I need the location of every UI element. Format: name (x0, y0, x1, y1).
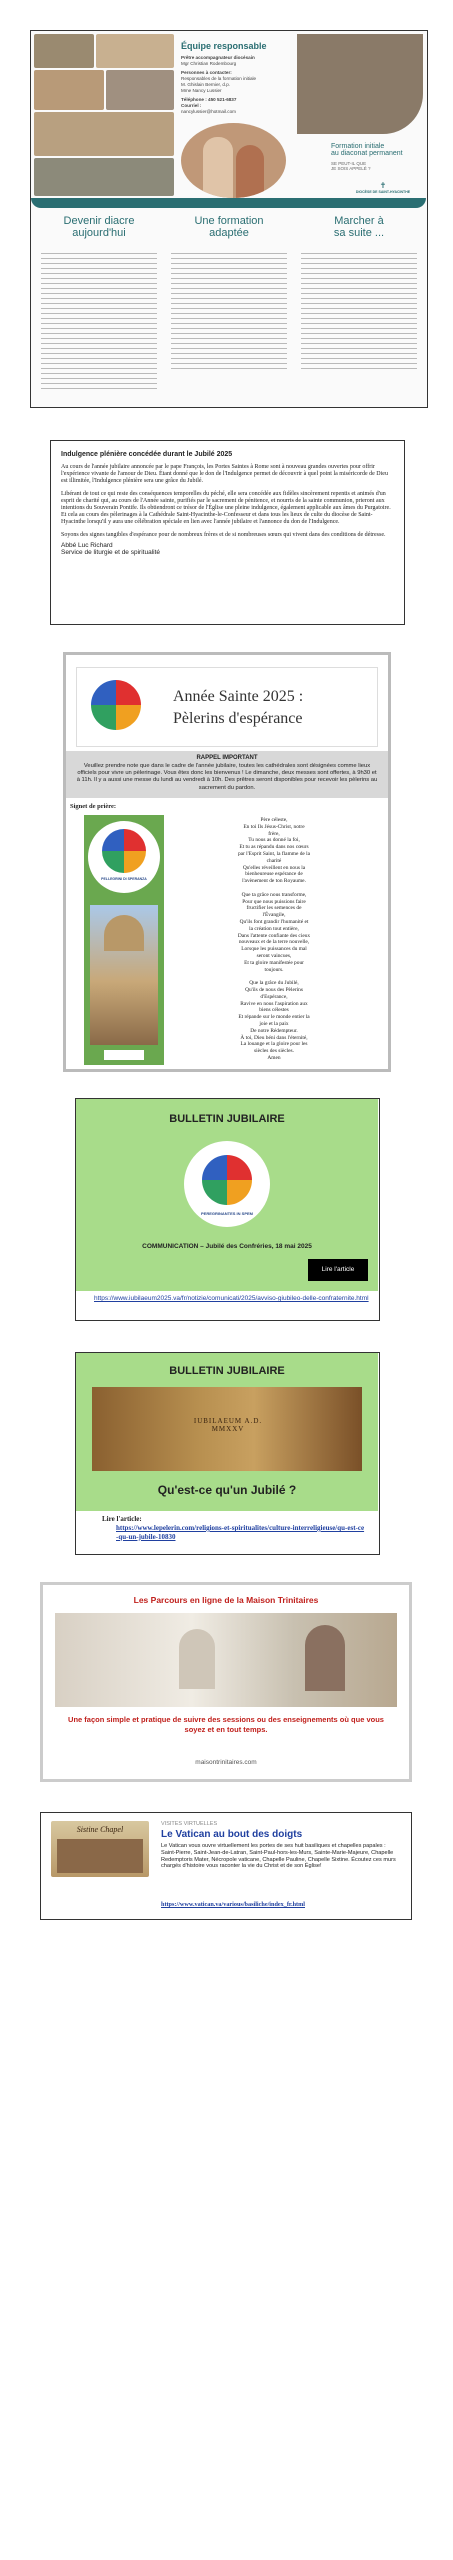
phone: Téléphone : 450 521-6837 (181, 97, 237, 102)
indulgence-title: Indulgence plénière concédée durant le Jubilé 2025 (61, 451, 233, 458)
headphones-figure (305, 1625, 345, 1691)
holy-door-inscription: IUBILAEUM A.D. MMXXV (193, 1417, 263, 1433)
column-marcher (299, 215, 419, 239)
team-section (181, 41, 291, 115)
prayer-line: l'avènement de ton Royaume. (242, 878, 306, 885)
indulgence-p1: Au cours de l'année jubilaire annoncée par le pape François, les Portes Saintes à Rome sont à nouveau grandes ouvertes pour offrir l'expérience vivante de l'amour de Dieu. Étant donné que le don de l'Indulgence permet de découvrir à quel point la miséricorde de Dieu est illimitée, l'Indulgence plénière sera une grâce du Jubilé. (61, 464, 388, 485)
prayer-line: Amen (267, 1054, 281, 1061)
formation-title: Formation initiale (331, 143, 385, 150)
bulletin2-panel (76, 1353, 378, 1511)
prayer-line: Qu'ils de nous des Pèlerins (245, 986, 303, 993)
bookmark-diocese-logo (104, 1050, 144, 1060)
prayer-line: biens célestes (259, 1007, 289, 1014)
virtual-label: VISITES VIRTUELLES (161, 1821, 218, 1827)
contact-2: Mme Nancy Lussier (181, 88, 222, 93)
dome-shape (104, 915, 144, 951)
diaconat-brochure (30, 30, 428, 408)
photo-collage (34, 34, 174, 196)
prayer-line: seront vaincues, (256, 952, 292, 959)
question-line-2: JE SOIS APPELÉ ? (331, 166, 371, 171)
prayer-line: De notre Rédempteur. (250, 1027, 298, 1034)
notice-section (66, 751, 388, 798)
virtual-visits-card (40, 1812, 412, 1920)
diocese-cross-icon: ✝ (379, 181, 387, 190)
jubilee-header (76, 667, 378, 747)
contacts-label: Personnes à contacter: (181, 70, 232, 75)
couple-photo (181, 123, 286, 198)
virtual-text: Le Vatican vous ouvre virtuellement les portes de ses huit basiliques et chapelles papales : Saint-Pierre, Saint-Jean-de-Latran, Saint-Paul-hors-les-Murs, Sainte-Marie-Majeure, Chapelle Redemptoris Mater, Nécropole vaticane, Chapelle Pauline, Chapelle Sixtine. Écoutez ces murs chargés d'histoire vous raconter la vie du Christ et de son Église! (161, 1843, 396, 1870)
prayer-line: Qu'elles réveillent en nous la (242, 864, 306, 871)
indulgence-p2: Libérant de tout ce qui reste des conséquences temporelles du péché, elle sera concédée aux fidèles sincèrement repentis et animés d'un esprit de charité qui, au cours de l'Année sainte, purifiés par le sacrement de pénitence, et nourris de la sainte communion, prieront aux intentions du Souverain Pontife. Ils obtiendront ce trésor de l'Église une pleine indulgence, également applicable aux âmes du Purgatoire. Et cela au cours des pèlerinages à la Cathédrale Saint-Hyacinthe-le-Confesseur et dans tous les lieux de culte du diocèse de Saint-Hyacinthe lorsqu'il y aura une célébration spéciale en lien avec l'année jubilaire et l'annonce du don de l'Indulgence. (61, 490, 391, 526)
diocese-logo (353, 181, 413, 194)
col1-body (41, 251, 157, 391)
bulletin2-title: BULLETIN JUBILAIRE (169, 1365, 285, 1377)
prayer-line: Père céleste, (260, 817, 288, 823)
prayer-line: par l'Esprit Saint, la flamme de la (237, 850, 311, 857)
notice-text: Veuillez prendre note que dans le cadre de l'année jubilaire, toutes les cathédrales sont désignées comme lieux officiels pour vivre un pèlerinage. Vous êtes donc les bienvenus ! Le dimanche, deux messes sont offertes, à 9h30 et à 11h. Il y a aussi une messe du lundi au vendredi à 10h. Des prêtres seront disponibles pour recevoir les pèlerins au sacrement du pardon. (76, 763, 378, 791)
photo-bishop (96, 34, 174, 68)
virtual-title: Le Vatican au bout des doigts (161, 1829, 303, 1840)
col3-body (301, 251, 417, 371)
prayer-line: Dans l'attente confiante des cieux (237, 932, 311, 939)
bulletin-jubilaire-2 (75, 1352, 380, 1555)
trinitaires-title: Les Parcours en ligne de la Maison Trinitaires (133, 1595, 319, 1605)
bulletin-jubilaire-1 (75, 1098, 380, 1321)
prayer-line: frère, (268, 830, 280, 837)
bulletin2-link-label: Lire l'article: (102, 1515, 142, 1523)
email: nancylussier@hotmail.com (181, 109, 236, 114)
prayer-line: joie et la paix (259, 1020, 289, 1027)
prayer-line: bienheureuse espérance de (245, 871, 303, 878)
indulgence-notice (50, 440, 405, 625)
read-article-button[interactable]: Lire l'article (308, 1259, 368, 1281)
prayer-line: charité (266, 857, 282, 864)
prayer-line: Et répande sur le monde entier la (238, 1014, 310, 1021)
column-formation (169, 215, 289, 239)
prayer-line: La louange et la gloire pour les (240, 1041, 308, 1048)
elder-figure (179, 1629, 215, 1689)
prayer-line: Lorsque les puissances du mal (241, 946, 307, 953)
prayer-bookmark (84, 815, 164, 1065)
prayer-line: Et tu as répandu dans nos cœurs (239, 844, 309, 851)
priest-label: Prêtre accompagnateur diocésain (181, 55, 255, 60)
prayer-line: Qu'ils font grandir l'humanité et (239, 918, 309, 925)
prayer-line: Pour que nous puissions faire (242, 898, 306, 905)
photo-procession (34, 70, 104, 110)
bulletin1-panel (76, 1099, 378, 1291)
sistine-image (51, 1821, 149, 1877)
prayer-line: d'Espérance, (260, 993, 288, 1000)
trinitaires-site[interactable]: maisontrinitaires.com (195, 1759, 257, 1766)
prayer-line (174, 885, 374, 892)
col1-title-2: aujourd'hui (72, 227, 126, 239)
prayer-line: toujours. (264, 966, 284, 973)
prayer-line: Que la grâce du Jubilé, (249, 980, 299, 987)
bulletin2-question: Qu'est-ce qu'un Jubilé ? (157, 1483, 297, 1497)
col3-title-1: Marcher à (334, 215, 384, 227)
notice-title: RAPPEL IMPORTANT (196, 755, 258, 761)
photo-church (34, 112, 174, 156)
question-line-1: SE PEUT-IL QUE (331, 161, 367, 166)
indulgence-signature: Abbé Luc Richard (61, 541, 113, 549)
jubilee-title-2: Pèlerins d'espérance (173, 710, 303, 727)
trinitaires-card (40, 1582, 412, 1782)
prayer-line: Tu nous as donné la foi, (248, 837, 300, 844)
woman-figure (236, 145, 264, 198)
priest-name: Mgr Christian Rodembourg (181, 61, 237, 66)
annee-sainte-card (63, 652, 391, 1072)
prayer-line: la création tout entière, (249, 925, 299, 932)
prayer-line: Ravive en nous l'aspiration aux (240, 1000, 308, 1007)
bulletin1-title: BULLETIN JUBILAIRE (169, 1113, 285, 1125)
prayer-line: siècles des siècles. (254, 1048, 294, 1055)
prayer-line: nouveaux et de la terre nouvelle, (238, 939, 310, 946)
prayer-line: l'Évangile, (262, 912, 286, 919)
column-devenir (39, 215, 159, 245)
prayer-label: Signet de prière: (70, 803, 117, 810)
team-title: Équipe responsable (181, 41, 267, 51)
contacts-role: Responsables de la formation initiale (181, 76, 257, 81)
col2-title-1: Une formation (194, 215, 264, 227)
prayer-line: En toi Ils Jésus-Christ, notre (243, 823, 305, 830)
sistine-image-text: Sistine Chapel (76, 1825, 124, 1834)
bookmark-logo-text: PELLEGRINI DI SPERANZA (101, 877, 147, 881)
bulletin1-caption: COMMUNICATION – Jubilé des Confréries, 18 mai 2025 (142, 1243, 312, 1250)
col2-title-2: adaptée (209, 227, 249, 239)
photo-celebration (106, 70, 174, 110)
indulgence-service: Service de liturgie et de spiritualité (61, 548, 160, 556)
sistine-fresco (57, 1839, 143, 1873)
jubilee-logo-icon (91, 680, 141, 730)
prayer-text (174, 817, 374, 1062)
cover-photo (297, 34, 423, 134)
bulletin1-link[interactable]: https://www.iubilaeum2025.va/fr/notizie/comunicati/2025/avviso-giubileo-delle-confraternite.html (94, 1295, 369, 1302)
prayer-line (174, 973, 374, 980)
photo-group (34, 158, 174, 196)
trinitaires-tagline: Une façon simple et pratique de suivre des sessions ou des enseignements où que vous soyez et en tout temps. (68, 1715, 384, 1734)
email-label: Courriel : (181, 103, 202, 108)
prayer-line: À toi, Dieu béni dans l'éternité, (240, 1034, 308, 1041)
bulletin2-link[interactable]: https://www.lepelerin.com/religions-et-spiritualites/culture-interreligieuse/qu-est-ce-qu-un-jubile-10830 (116, 1524, 365, 1541)
prayer-line: Et ta gloire manifestée pour (244, 959, 304, 966)
formation-subtitle: au diaconat permanent (331, 150, 403, 157)
virtual-link[interactable]: https://www.vatican.va/various/basiliche/index_fr.html (161, 1901, 305, 1908)
photo-ordination (34, 34, 94, 68)
bulletin1-logo-text: PEREGRINANTES IN SPEM (200, 1211, 253, 1216)
jubilee-title-1: Année Sainte 2025 : (173, 688, 304, 705)
trinitaires-photo (55, 1613, 397, 1707)
prayer-line: Que ta grâce nous transforme, (241, 891, 307, 898)
indulgence-p3: Soyons des signes tangibles d'espérance pour de nombreux frères et de si nombreuses sœurs qui vivent dans des conditions de détresse. (61, 531, 386, 538)
col2-body (171, 251, 287, 371)
col3-title-2: sa suite ... (333, 227, 385, 239)
contact-1: M. Ghislain Bernier, d.p. (181, 82, 231, 87)
teal-wave (31, 198, 426, 208)
diocese-logo-text: DIOCÈSE DE SAINT-HYACINTHE (355, 190, 411, 194)
col1-title-1: Devenir diacre (63, 215, 135, 227)
bulletin1-logo-icon (202, 1155, 252, 1205)
prayer-line: fructifier les semences de (246, 905, 302, 912)
man-figure (203, 137, 233, 198)
cover-title (331, 143, 421, 171)
bookmark-logo-icon (102, 829, 146, 873)
